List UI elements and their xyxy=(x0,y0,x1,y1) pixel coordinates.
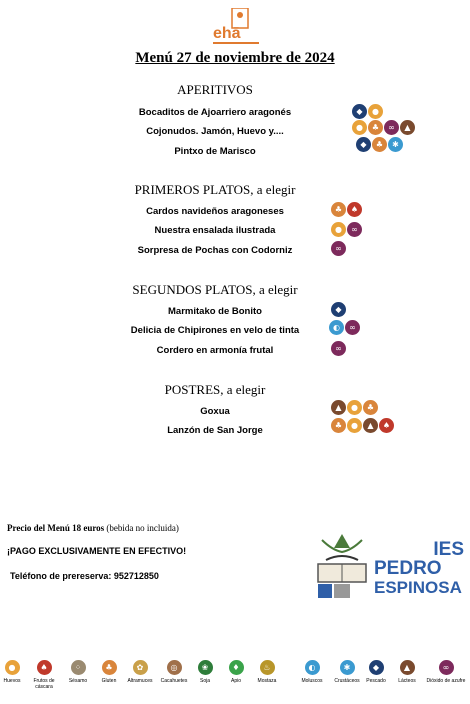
legend-label: Mostaza xyxy=(257,678,277,684)
sesame-icon: ⁘ xyxy=(71,660,86,675)
allergen-icons xyxy=(331,418,394,433)
crustacean-icon: ✱ xyxy=(388,137,403,152)
school-name-line1: IES xyxy=(433,539,464,560)
milk-icon: ▲ xyxy=(400,120,415,135)
legend-label: Frutos de cáscara xyxy=(33,678,55,690)
legend-label: Huevos xyxy=(3,678,21,684)
legend-label: Crustáceos xyxy=(334,678,360,684)
fish-icon: ◆ xyxy=(331,302,346,317)
phone-info: Teléfono de prereserva: 952712850 xyxy=(10,571,159,581)
allergen-icons xyxy=(331,400,378,415)
nuts-icon: ♠ xyxy=(379,418,394,433)
price-info xyxy=(7,523,179,533)
dish: Cardos navideños aragoneses xyxy=(146,206,284,217)
restaurant-logo xyxy=(211,8,261,48)
mollusc-icon: ◐ xyxy=(305,660,320,675)
dish: Delicia de Chipirones en velo de tinta xyxy=(130,325,300,336)
legend-label: Cacahuetes xyxy=(160,678,188,684)
allergen-icons xyxy=(331,241,346,256)
milk-icon: ▲ xyxy=(331,400,346,415)
legend-item xyxy=(426,660,466,684)
allergen-legend xyxy=(0,660,470,704)
sulphite-icon: ∞ xyxy=(347,222,362,237)
gluten-icon: ♣ xyxy=(102,660,117,675)
fish-icon: ◆ xyxy=(352,104,367,119)
egg-icon: ● xyxy=(368,104,383,119)
mustard-icon: ♨ xyxy=(260,660,275,675)
lupin-icon: ✿ xyxy=(133,660,148,675)
egg-icon: ● xyxy=(347,418,362,433)
allergen-icons xyxy=(352,104,383,119)
section-title-postres: POSTRES, a elegir xyxy=(164,382,266,397)
celery-icon: ♦ xyxy=(229,660,244,675)
legend-label: Soja xyxy=(199,678,210,684)
section-title-segundos: SEGUNDOS PLATOS, a elegir xyxy=(132,282,298,297)
crustacean-icon: ✱ xyxy=(340,660,355,675)
dish: Lanzón de San Jorge xyxy=(167,425,263,436)
allergen-icons xyxy=(331,222,362,237)
fish-icon: ◆ xyxy=(369,660,384,675)
milk-icon: ▲ xyxy=(400,660,415,675)
sulphite-icon: ∞ xyxy=(384,120,399,135)
mollusc-icon: ◐ xyxy=(329,320,344,335)
allergen-icons xyxy=(331,302,346,317)
school-name-line3: ESPINOSA xyxy=(374,578,462,597)
dish: Goxua xyxy=(200,406,230,417)
price-label: Precio del Menú 18 euros xyxy=(7,523,105,533)
gluten-icon: ♣ xyxy=(363,400,378,415)
sulphite-icon: ∞ xyxy=(345,320,360,335)
fish-icon: ◆ xyxy=(356,137,371,152)
gluten-icon: ♣ xyxy=(331,202,346,217)
school-name xyxy=(374,540,464,597)
dish: Nuestra ensalada ilustrada xyxy=(154,225,276,236)
legend-label: Dióxido de azufre xyxy=(426,678,466,684)
sulphite-icon: ∞ xyxy=(331,241,346,256)
sulphite-icon: ∞ xyxy=(331,341,346,356)
egg-icon: ● xyxy=(352,120,367,135)
legend-label: Moluscos xyxy=(301,678,323,684)
dish: Sorpresa de Pochas con Codorniz xyxy=(137,245,293,256)
allergen-icons xyxy=(331,202,362,217)
dish: Bocaditos de Ajoarriero aragonés xyxy=(138,107,292,118)
dish: Cojonudos. Jamón, Huevo y.... xyxy=(146,126,284,137)
sulphite-icon: ∞ xyxy=(439,660,454,675)
legend-item xyxy=(387,660,427,684)
legend-label: Altramuces xyxy=(127,678,153,684)
allergen-icons xyxy=(352,120,415,135)
legend-item xyxy=(247,660,287,684)
school-emblem xyxy=(312,530,372,602)
dish: Pintxo de Marisco xyxy=(174,146,256,157)
price-note: (bebida no incluida) xyxy=(104,523,179,533)
legend-label: Gluten xyxy=(101,678,117,684)
peanut-icon: ◎ xyxy=(167,660,182,675)
dish: Cordero en armonía frutal xyxy=(156,345,274,356)
section-title-aperitivos: APERITIVOS xyxy=(177,82,253,97)
gluten-icon: ♣ xyxy=(372,137,387,152)
egg-icon: ● xyxy=(5,660,20,675)
logo-text: ehā xyxy=(213,25,241,42)
soy-icon: ❀ xyxy=(198,660,213,675)
legend-item xyxy=(292,660,332,684)
dish: Marmitako de Bonito xyxy=(168,306,262,317)
allergen-icons xyxy=(329,320,360,335)
egg-icon: ● xyxy=(331,222,346,237)
payment-note: ¡PAGO EXCLUSIVAMENTE EN EFECTIVO! xyxy=(7,546,187,556)
legend-label: Apio xyxy=(230,678,241,684)
egg-icon: ● xyxy=(347,400,362,415)
nuts-icon: ♠ xyxy=(37,660,52,675)
legend-label: Pescado xyxy=(366,678,386,684)
nuts-icon: ♠ xyxy=(347,202,362,217)
gluten-icon: ♣ xyxy=(331,418,346,433)
menu-title: Menú 27 de noviembre de 2024 xyxy=(135,50,335,66)
section-title-primeros: PRIMEROS PLATOS, a elegir xyxy=(134,182,296,197)
school-name-line2: PEDRO xyxy=(374,558,442,579)
legend-label: Lácteos xyxy=(398,678,416,684)
gluten-icon: ♣ xyxy=(368,120,383,135)
allergen-icons xyxy=(356,137,403,152)
allergen-icons xyxy=(331,341,346,356)
milk-icon: ▲ xyxy=(363,418,378,433)
legend-label: Sésamo xyxy=(68,678,88,684)
